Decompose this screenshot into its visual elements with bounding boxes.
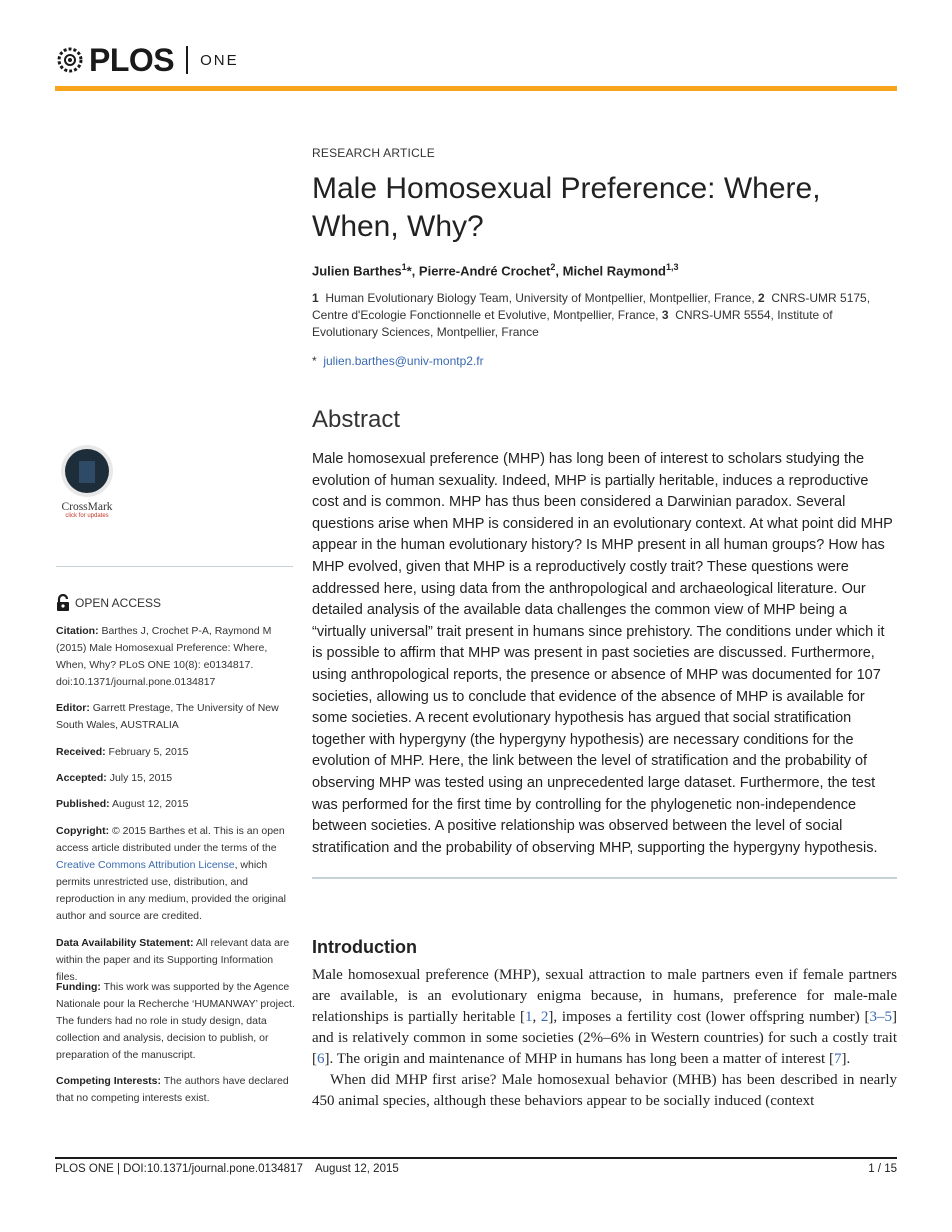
accepted-block: Accepted: July 15, 2015: [56, 772, 173, 784]
corresponding-author: [312, 354, 897, 368]
header-bar: [55, 86, 897, 91]
affil-text: CNRS-UMR 5175, Centre d'Ecologie Fonctionnelle et Evolutive, Montpellier, France,: [312, 291, 871, 322]
crossmark-icon: [61, 445, 113, 497]
received-block: Received: February 5, 2015: [56, 746, 189, 758]
editor-block: Editor: Garrett Prestage, The University of New South Wales, AUSTRALIA: [56, 702, 279, 731]
affiliations: [312, 290, 897, 341]
intro-text: [312, 965, 897, 1112]
affil-text: CNRS-UMR 5554, Institute of Evolutionary Sciences, Montpellier, France: [312, 308, 833, 339]
plos-logo-icon: [55, 45, 85, 75]
published-block: Published: August 12, 2015: [56, 798, 189, 810]
crossmark-label: CrossMark: [61, 501, 113, 513]
author-mark: ,: [555, 263, 560, 279]
logo-divider: [186, 46, 188, 74]
journal-logo: [55, 40, 239, 80]
affil-number: 1: [312, 291, 319, 305]
author-mark: *,: [406, 263, 416, 279]
competing-interests-block: Competing Interests: The authors have declared that no competing interests exist.: [56, 1075, 289, 1104]
crossmark-sub: click for updates: [65, 513, 109, 519]
citation-link[interactable]: 1: [524, 1009, 533, 1025]
footer-citation: PLOS ONE | DOI:10.1371/journal.pone.0134817 August 12, 2015: [55, 1163, 399, 1175]
abstract-text: Male homosexual preference (MHP) has long been of interest to scholars studying the evolution of human sexuality. Indeed, MHP is partially heritable, induces a reproductive cost and is common. MHP has thus been considered a Darwinian paradox. Several questions arise when MHP is considered in an evolutionary context. At what point did MHP appear in the human evolutionary history? Is MHP present in all human groups? How has MHP evolved, given that MHP is a reproductively costly trait? These questions were addressed here, using data from the anthropological and archaeological literature. Our detailed analysis of the available data challenges the common view of MHP being a “virtually universal” trait present in humans since prehistory. The conditions under which it is possible to affirm that MHP was present in past societies are discussed. Furthermore, using anthropological reports, the presence or absence of MHP was documented for 107 societies, allowing us to conclude that evidence of the absence of MHP is available for some societies. A recent evolutionary hypothesis has argued that social stratification together with hypergyny (the hypergyny hypothesis) are necessary conditions for the evolution of MHP. Here, the link between the level of stratification and the probability of observing MHP was tested using an unprecedented large dataset. Furthermore, the test was performed for the first time by controlling for the phylogenetic non-independence between societies. A positive relationship was observed between the level of social stratification and the probability of observing MHP, supporting the hypergyny hypothesis.: [312, 451, 893, 856]
author-name: Julien Barthes: [312, 263, 402, 279]
data-availability-block: Data Availability Statement: All relevant data are within the paper and its Supporting Information files.: [56, 937, 290, 983]
license-link[interactable]: Creative Commons Attribution License: [56, 859, 235, 871]
copyright-block: Copyright: © 2015 Barthes et al. This is an open access article distributed under the terms of the Creative Commons Attribution License, which permits unrestricted use, distribution, and reproduction in any medium, provided the original author and source are credited.: [56, 825, 286, 922]
sidebar-divider: [56, 566, 293, 567]
citation-link[interactable]: 2: [540, 1009, 549, 1025]
author-affil: 2: [550, 262, 556, 272]
citation-block: Citation: Barthes J, Crochet P-A, Raymond M (2015) Male Homosexual Preference: Where, When, Why? PLoS ONE 10(8): e0134817. doi:10.1371/journal.pone.0134817: [56, 625, 272, 688]
author-affil: 1: [401, 262, 407, 272]
footer-divider: [55, 1157, 897, 1159]
open-access-badge: [56, 594, 161, 612]
article-type: RESEARCH ARTICLE: [312, 146, 436, 160]
affil-number: 2: [758, 291, 765, 305]
funding-block: Funding: This work was supported by the Agence Nationale pour la Recherche ‘HUMANWAY’ project. The funders had no role in study design, data collection and analysis, decision to publish, or preparation of the manuscript.: [56, 981, 295, 1061]
author-name: Michel Raymond: [562, 263, 666, 279]
citation-link[interactable]: 6: [317, 1051, 325, 1067]
crossmark-badge[interactable]: [56, 445, 118, 519]
open-access-label: OPEN ACCESS: [75, 596, 162, 610]
page-number: 1 / 15: [868, 1163, 897, 1175]
intro-paragraph: Male homosexual preference (MHP), sexual attraction to male partners even if female partners are available, is an evolutionary enigma because, in humans, preference for male-male relationships is partially heritable [1, 2], imposes a fertility cost (lower offspring number) [3–5] and is relatively common in some societies (2%–6% in Western countries) for such a costly trait [6]. The origin and maintenance of MHP in humans has long been a matter of interest [7].: [312, 967, 898, 1067]
affil-text: Human Evolutionary Biology Team, University of Montpellier, Montpellier, France,: [325, 291, 755, 305]
citation-link[interactable]: 3–5: [869, 1009, 893, 1025]
email-link[interactable]: julien.barthes@univ-montp2.fr: [323, 354, 484, 368]
intro-heading: Introduction: [312, 937, 417, 957]
abstract-heading: Abstract: [312, 406, 401, 433]
author-affil: 1,3: [665, 262, 679, 272]
article-title: Male Homosexual Preference: Where, When, Why?: [312, 172, 821, 243]
open-lock-icon: [56, 594, 70, 612]
abstract-divider: [312, 877, 897, 879]
author-name: Pierre-André Crochet: [418, 263, 551, 279]
intro-paragraph: When did MHP first arise? Male homosexual behavior (MHB) has been described in nearly 450 animal species, although these behaviors appear to be socially induced (context: [312, 1072, 897, 1109]
journal-subname: ONE: [200, 51, 239, 69]
journal-name: PLOS: [89, 42, 175, 78]
corresponding-mark: *: [312, 354, 317, 368]
affil-number: 3: [661, 308, 669, 322]
citation-link[interactable]: 7: [833, 1051, 842, 1067]
author-list: [312, 262, 897, 278]
